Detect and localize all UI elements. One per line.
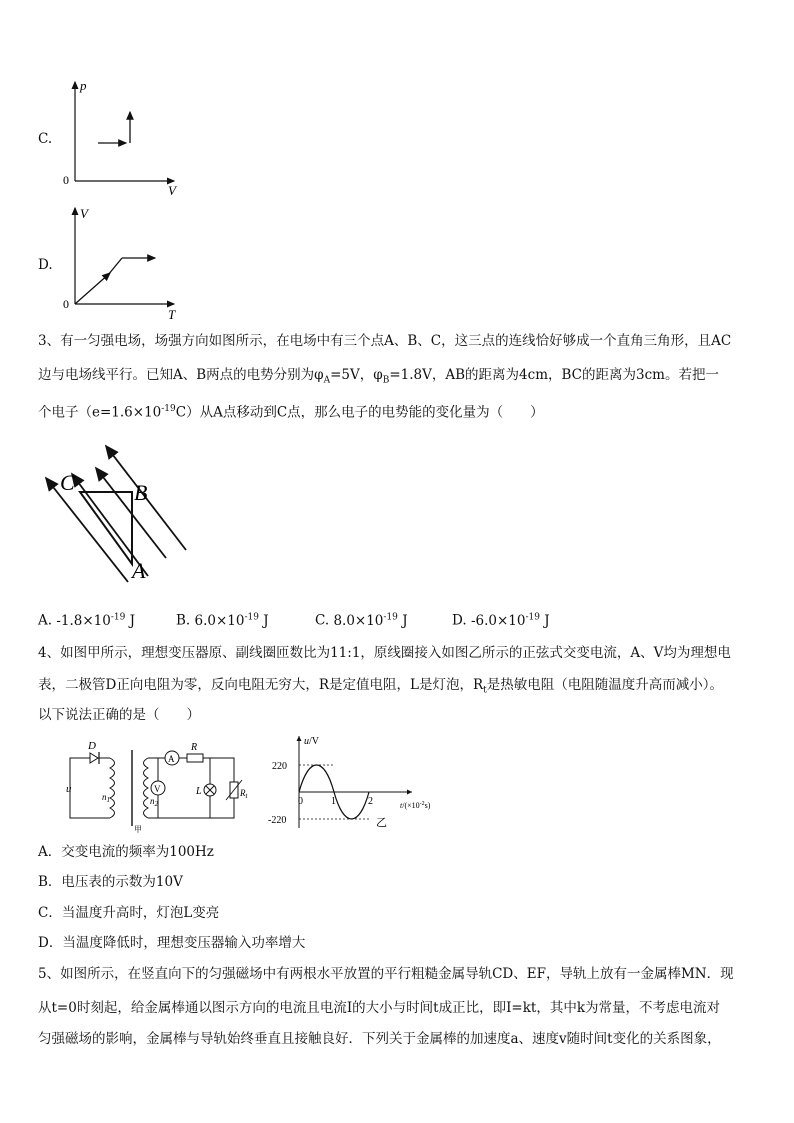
thermistor-label: $R_t$ — [240, 788, 248, 800]
caption-yi: 乙 — [376, 817, 387, 829]
x-axis-label: T — [168, 307, 176, 322]
q4-voltage-wave-graph — [262, 732, 452, 832]
option-c-letter: C. — [38, 131, 53, 147]
primary-coil — [110, 758, 115, 818]
caption-jia: 甲 — [134, 825, 142, 834]
point-a-label: A — [132, 558, 146, 583]
q4-line-1: 4、如图甲所示，理想变压器原、副线圈匝数比为11:1，原线圈接入如图乙所示的正弦式交变电流，A、V均为理想电 — [38, 645, 731, 661]
q5-line-3: 匀强磁场的影响，金属棒与导轨始终垂直且接触良好．下列关于金属棒的加速度a、速度v随时间t变化的关系图象， — [38, 1031, 721, 1047]
y-axis-label: V — [80, 206, 88, 221]
q3-field-figure — [36, 438, 196, 586]
voltmeter-label: V — [154, 784, 161, 794]
option-d-graph — [60, 204, 190, 324]
x-axis-label: $t/(\times 10^{-2}s)$ — [400, 801, 431, 810]
q4-line-3: 以下说法正确的是（ ） — [38, 707, 200, 723]
tick-2: 2 — [368, 796, 373, 807]
point-b-label: B — [134, 480, 148, 505]
secondary-coil — [144, 758, 149, 818]
process-line-rise — [108, 258, 122, 275]
x-axis-label: V — [168, 183, 176, 198]
q3-option-b[interactable]: B. $6.0\times 10^{-19}$ J — [176, 612, 269, 629]
q3-line-2: 边与电场线平行。已知A、B两点的电势分别为$\varphi_A=5V$，$\varphi_B=1.8V$，AB的距离为4cm，BC的距离为3cm。若把一 — [38, 367, 719, 386]
resistor-r-icon — [187, 754, 203, 762]
q5-line-1: 5、如图所示，在竖直向下的匀强磁场中有两根水平放置的平行粗糙金属导轨CD、EF，导轨上放有一金属棒MN．现 — [38, 966, 734, 982]
ammeter-label: A — [168, 754, 175, 764]
origin-label: 0 — [63, 297, 69, 311]
q4-line-2: 表，二极管D正向电阻为零，反向电阻无穷大，R是定值电阻，L是灯泡，$R_t$是热敏电阻（电阻随温度升高而减小）。 — [38, 677, 723, 696]
lamp-label: L — [196, 786, 202, 797]
y-axis-label: p — [80, 78, 87, 93]
q3-option-d[interactable]: D. $-6.0\times 10^{-19}$ J — [452, 612, 550, 629]
process-line-isobaric — [75, 273, 110, 304]
y-max-label: 220 — [272, 761, 287, 772]
tick-0: 0 — [298, 796, 303, 807]
origin-label: 0 — [63, 173, 69, 187]
q4-option-d[interactable]: D．当温度降低时，理想变压器输入功率增大 — [38, 935, 306, 951]
resistor-r-label: R — [191, 742, 198, 753]
point-c-label: C — [60, 470, 75, 495]
n1-label: $n_1$ — [102, 792, 110, 804]
option-c-graph — [60, 78, 190, 200]
tick-1: 1 — [331, 796, 336, 807]
q3-option-c[interactable]: C. $8.0\times 10^{-19}$ J — [315, 612, 408, 629]
y-axis-label: u/V — [304, 736, 319, 747]
diode-icon — [90, 753, 98, 763]
option-d-letter: D. — [38, 257, 53, 273]
q3-line-1: 3、有一匀强电场，场强方向如图所示，在电场中有三个点A、B、C，这三点的连线恰好够成一个直角三角形，且AC — [38, 333, 732, 349]
q5-line-2: 从t=0时刻起，给金属棒通以图示方向的电流且电流I的大小与时间t成正比，即I=kt，其中k为常量，不考虑电流对 — [38, 1000, 721, 1016]
source-label: u — [66, 783, 72, 795]
diode-label: D — [88, 740, 96, 752]
q3-option-a[interactable]: A. $-1.8\times 10^{-19}$ J — [38, 612, 136, 629]
q4-option-b[interactable]: B．电压表的示数为10V — [38, 874, 183, 890]
q4-option-a[interactable]: A．交变电流的频率为100Hz — [38, 844, 214, 860]
y-min-label: -220 — [268, 815, 287, 826]
n2-label: $n_2$ — [150, 796, 158, 808]
q4-circuit-diagram — [62, 738, 252, 834]
q3-line-3: 个电子$(e=1.6\times 10^{-19}C)$从A点移动到C点，那么电子的电势能的变化量为（ ） — [38, 404, 544, 421]
q4-option-c[interactable]: C．当温度升高时，灯泡L变亮 — [38, 905, 220, 921]
